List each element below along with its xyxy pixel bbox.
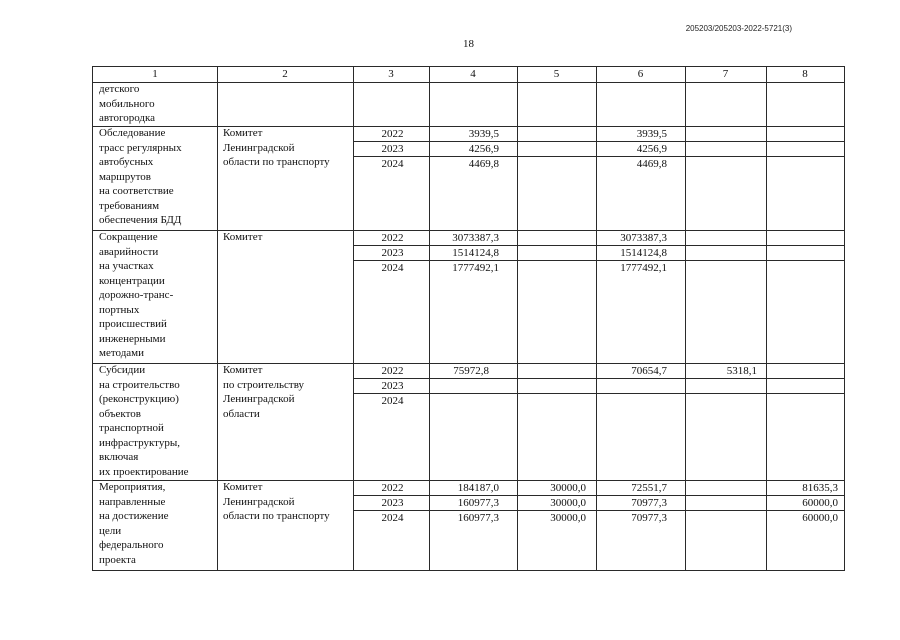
value-cell: 60000,0 bbox=[802, 512, 838, 524]
value-cell: 30000,0 bbox=[550, 512, 586, 524]
row-divider bbox=[93, 82, 844, 83]
value-cell: 5318,1 bbox=[726, 365, 757, 377]
activity-name-cell: Субсидии на строительство (реконструкцию) объектов транспортной инфраструктуры, включая их проектирование bbox=[99, 364, 189, 478]
year-cell: 2024 bbox=[381, 158, 404, 170]
year-cell: 2023 bbox=[381, 247, 404, 259]
year-cell: 2022 bbox=[381, 128, 404, 140]
value-cell: 1514124,8 bbox=[620, 247, 667, 259]
year-cell: 2022 bbox=[381, 482, 404, 494]
value-cell: 4256,9 bbox=[468, 143, 499, 155]
year-cell: 2024 bbox=[381, 395, 404, 407]
agency-cell: Комитет Ленинградской области по транспорту bbox=[223, 481, 330, 522]
value-cell: 4469,8 bbox=[468, 158, 499, 170]
activity-name-cell: Обследование трасс регулярных автобусных маршрутов на соответствие требованиям обеспечения БДД bbox=[99, 127, 182, 226]
value-cell: 4469,8 bbox=[636, 158, 667, 170]
agency-cell: Комитет bbox=[223, 231, 263, 243]
column-header-6: 6 bbox=[637, 68, 644, 80]
value-cell: 70977,3 bbox=[631, 512, 667, 524]
value-cell: 81635,3 bbox=[802, 482, 838, 494]
year-cell: 2024 bbox=[381, 512, 404, 524]
activity-name-cell: Мероприятия, направленные на достижение цели федерального проекта bbox=[99, 481, 169, 566]
activity-name-cell: детского мобильного автогородка bbox=[99, 83, 156, 124]
column-header-2: 2 bbox=[282, 68, 288, 80]
year-cell: 2023 bbox=[381, 497, 404, 509]
value-cell: 60000,0 bbox=[802, 497, 838, 509]
year-cell: 2023 bbox=[381, 143, 404, 155]
year-cell: 2024 bbox=[381, 262, 404, 274]
budget-table bbox=[92, 66, 845, 571]
value-cell: 160977,3 bbox=[457, 512, 499, 524]
value-cell: 3073387,3 bbox=[452, 232, 499, 244]
column-header-1: 1 bbox=[152, 68, 158, 80]
value-cell: 3939,5 bbox=[468, 128, 499, 140]
value-cell: 30000,0 bbox=[550, 497, 586, 509]
value-cell: 30000,0 bbox=[550, 482, 586, 494]
activity-name-cell: Сокращение аварийности на участках концентрации дорожно-транс- портных происшествий инженерными методами bbox=[99, 231, 174, 359]
value-cell: 3939,5 bbox=[636, 128, 667, 140]
value-cell: 70977,3 bbox=[631, 497, 667, 509]
column-header-7: 7 bbox=[722, 68, 729, 80]
value-cell: 1777492,1 bbox=[620, 262, 667, 274]
year-cell: 2022 bbox=[381, 232, 404, 244]
column-header-4: 4 bbox=[470, 68, 476, 80]
column-header-3: 3 bbox=[388, 68, 394, 80]
page-number: 18 bbox=[463, 38, 474, 50]
value-cell: 4256,9 bbox=[636, 143, 667, 155]
value-cell: 184187,0 bbox=[457, 482, 499, 494]
year-cell: 2023 bbox=[381, 380, 404, 392]
agency-cell: Комитет Ленинградской области по транспорту bbox=[223, 127, 330, 168]
agency-cell: Комитет по строительству Ленинградской области bbox=[223, 364, 305, 420]
value-cell: 1777492,1 bbox=[452, 262, 499, 274]
value-cell: 160977,3 bbox=[457, 497, 499, 509]
value-cell: 3073387,3 bbox=[620, 232, 667, 244]
document-code: 205203/205203-2022-5721(3) bbox=[685, 24, 792, 33]
value-cell: 70654,7 bbox=[631, 365, 667, 377]
value-cell: 72551,7 bbox=[631, 482, 667, 494]
value-cell: 75972,8 bbox=[453, 365, 489, 377]
column-header-8: 8 bbox=[802, 68, 808, 80]
year-cell: 2022 bbox=[381, 365, 404, 377]
column-divider bbox=[217, 67, 218, 570]
column-header-5: 5 bbox=[553, 68, 560, 80]
value-cell: 1514124,8 bbox=[452, 247, 499, 259]
